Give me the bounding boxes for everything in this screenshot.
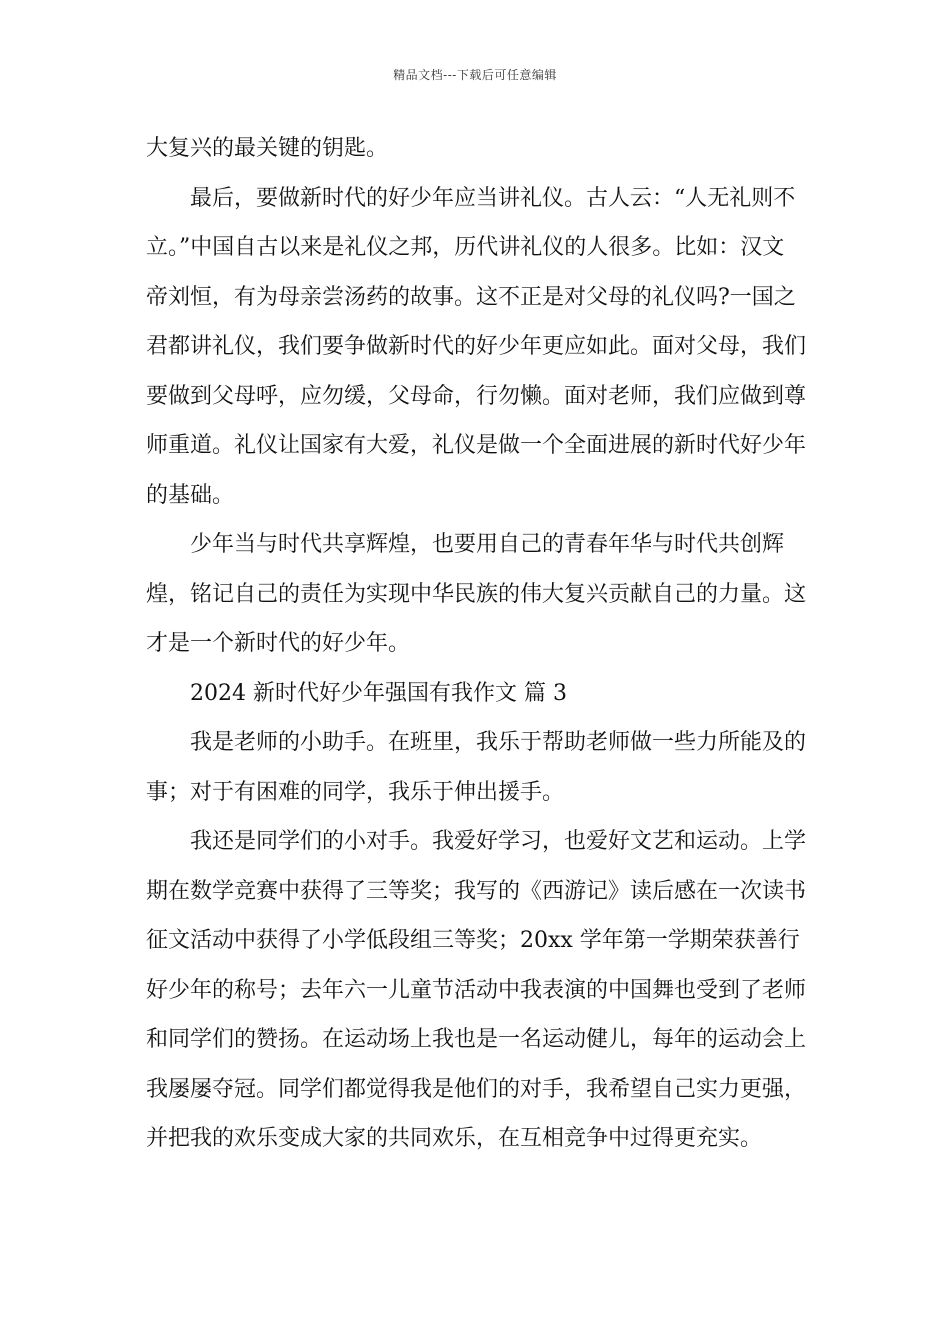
page-header: 精品文档---下载后可任意编辑 xyxy=(393,68,557,82)
document-body xyxy=(146,124,806,1164)
paragraph-helper: 我是老师的小助手。在班里，我乐于帮助老师做一些力所能及的事；对于有困难的同学，我乐于伸出援手。 xyxy=(146,730,807,805)
essay-title: 2024 新时代好少年强国有我作文 篇 3 xyxy=(190,680,567,706)
paragraph-continuation: 大复兴的最关键的钥匙。 xyxy=(146,136,389,161)
paragraph-conclusion: 少年当与时代共享辉煌，也要用自己的青春年华与时代共创辉煌，铭记自己的责任为实现中华民族的伟大复兴贡献自己的力量。这才是一个新时代的好少年。 xyxy=(146,532,807,656)
paragraph-etiquette: 最后，要做新时代的好少年应当讲礼仪。古人云：“人无礼则不立。”中国自古以来是礼仪之邦，历代讲礼仪的人很多。比如：汉文帝刘恒，有为母亲尝汤药的故事。这不正是对父母的礼仪吗?一国之君都讲礼仪，我们要争做新时代的好少年更应如此。面对父母，我们要做到父母呼，应勿缓，父母命，行勿懒。面对老师，我们应做到尊师重道。礼仪让国家有大爱，礼仪是做一个全面进展的新时代好少年的基础。 xyxy=(146,185,807,508)
paragraph-competitor: 我还是同学们的小对手。我爱好学习，也爱好文艺和运动。上学期在数学竞赛中获得了三等奖；我写的《西游记》读后感在一次读书征文活动中获得了小学低段组三等奖；20xx 学年第一学期荣获善行好少年的称号；去年六一儿童节活动中我表演的中国舞也受到了老师和同学们的赞扬。在运动场上我也是一名运动健儿，每年的运动会上我屡屡夺冠。同学们都觉得我是他们的对手，我希望自己实力更强，并把我的欢乐变成大家的共同欢乐，在互相竞争中过得更充实。 xyxy=(146,829,807,1151)
